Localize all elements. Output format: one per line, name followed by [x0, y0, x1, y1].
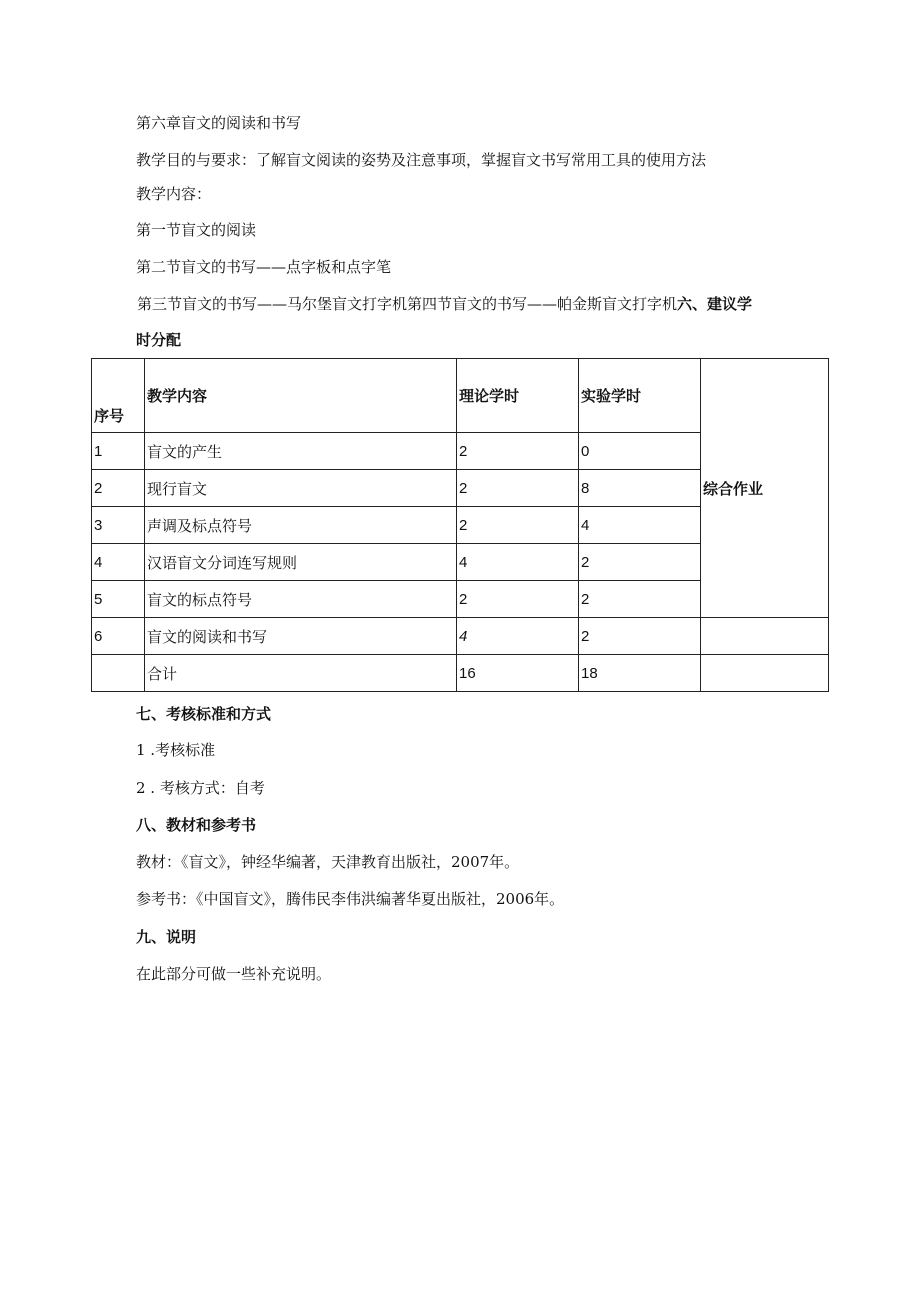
cell-total-label: 合计 [145, 655, 457, 692]
section-3-4-text: 第三节盲文的书写——马尔堡盲文打字机第四节盲文的书写——帕金斯盲文打字机 [137, 295, 678, 313]
table-header-row [92, 359, 829, 433]
cell-lab: 2 [579, 618, 701, 655]
header-theory: 理论学时 [457, 359, 579, 433]
side-note-cell: 综合作业 [701, 359, 829, 618]
assessment-method: 2 . 考核方式：自考 [136, 779, 265, 797]
reference-line: 参考书：《中国盲文》，腾伟民李伟洪编著华夏出版社，2006年。 [136, 890, 565, 908]
cell-content: 汉语盲文分词连写规则 [145, 544, 457, 581]
section-3-4-line [137, 293, 752, 314]
cell-theory: 4 [457, 618, 579, 655]
cell-content: 盲文的产生 [145, 433, 457, 470]
cell-content: 盲文的阅读和书写 [145, 618, 457, 655]
header-lab: 实验学时 [579, 359, 701, 433]
teaching-objectives: 教学目的与要求：了解盲文阅读的姿势及注意事项，掌握盲文书写常用工具的使用方法 [136, 151, 707, 169]
cell-index: 4 [92, 544, 145, 581]
section-2: 第二节盲文的书写——点字板和点字笔 [136, 258, 392, 276]
cell-lab: 0 [579, 433, 701, 470]
empty-cell [701, 655, 829, 692]
heading-6-part2: 时分配 [136, 331, 182, 349]
cell-content: 声调及标点符号 [145, 507, 457, 544]
cell-content: 盲文的标点符号 [145, 581, 457, 618]
cell-index [92, 655, 145, 692]
empty-cell [701, 618, 829, 655]
cell-theory: 2 [457, 581, 579, 618]
cell-theory: 2 [457, 507, 579, 544]
header-content: 教学内容 [145, 359, 457, 433]
cell-theory: 4 [457, 544, 579, 581]
cell-content: 现行盲文 [145, 470, 457, 507]
table-total-row [92, 655, 829, 692]
cell-lab: 2 [579, 581, 701, 618]
header-index: 序号 [92, 359, 145, 433]
table-row [92, 618, 829, 655]
heading-8: 八、教材和参考书 [136, 816, 257, 834]
textbook-line: 教材：《盲文》，钟经华编著，天津教育出版社，2007年。 [136, 853, 520, 871]
cell-index: 5 [92, 581, 145, 618]
heading-7: 七、考核标准和方式 [136, 705, 272, 723]
chapter-title: 第六章盲文的阅读和书写 [136, 114, 302, 132]
cell-index: 3 [92, 507, 145, 544]
cell-theory-total: 16 [457, 655, 579, 692]
assessment-standard: 1 .考核标准 [136, 741, 216, 759]
cell-theory: 2 [457, 470, 579, 507]
cell-lab: 8 [579, 470, 701, 507]
cell-index: 1 [92, 433, 145, 470]
cell-lab: 2 [579, 544, 701, 581]
cell-index: 2 [92, 470, 145, 507]
cell-theory: 2 [457, 433, 579, 470]
cell-lab: 4 [579, 507, 701, 544]
cell-lab-total: 18 [579, 655, 701, 692]
heading-9: 九、说明 [136, 928, 197, 946]
heading-6-part1: 六、建议学 [677, 295, 753, 313]
hours-table [91, 358, 829, 692]
cell-index: 6 [92, 618, 145, 655]
content-label: 教学内容： [136, 185, 212, 203]
section-1: 第一节盲文的阅读 [136, 221, 257, 239]
note-text: 在此部分可做一些补充说明。 [136, 965, 332, 983]
